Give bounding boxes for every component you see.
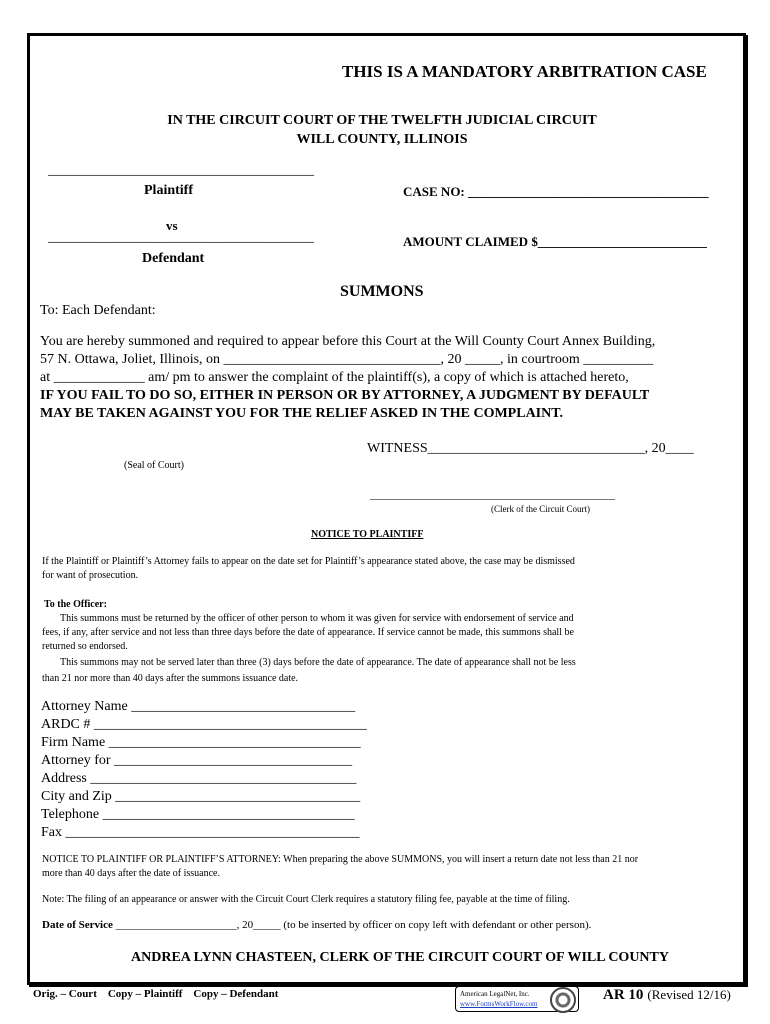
officer-p2-l2: than 21 nor more than 40 days after the summons issuance date. — [42, 673, 299, 684]
notice-text-2: for want of prosecution. — [42, 570, 139, 581]
summons-title: SUMMONS — [340, 283, 424, 300]
defendant-label: Defendant — [142, 251, 205, 266]
date-of-service-label: Date of Service — [42, 919, 113, 931]
telephone-field[interactable]: Telephone ____________________________________ — [41, 807, 355, 822]
default-warning-1: IF YOU FAIL TO DO SO, EITHER IN PERSON OR BY ATTORNEY, A JUDGMENT BY DEFAULT — [40, 388, 650, 403]
officer-p1-l2: fees, if any, after service and not less than three days before the date of appearance. If service cannot be made, this summons shall be — [42, 627, 574, 638]
attorney-notice-2: more than 40 days after the date of issuance. — [42, 868, 220, 879]
officer-p1-l3: returned so endorsed. — [42, 641, 128, 652]
attorney-notice-1: NOTICE TO PLAINTIFF OR PLAINTIFF’S ATTORNEY: When preparing the above SUMMONS, you will insert a return date not less than 21 nor — [42, 854, 639, 865]
officer-p2-l1: This summons may not be served later than three (3) days before the date of appearance. The date of appearance shall not be less — [60, 657, 576, 668]
attorney-name-field[interactable]: Attorney Name ________________________________ — [41, 699, 356, 714]
to-defendant: To: Each Defendant: — [40, 303, 156, 318]
address-field[interactable]: Address ______________________________________ — [41, 771, 357, 786]
summons-line-1: You are hereby summoned and required to appear before this Court at the Will County Court Annex Building, — [40, 334, 656, 349]
form-id-block — [603, 986, 731, 1004]
case-number-field[interactable]: CASE NO: _____________________________________ — [403, 184, 709, 199]
copy-distribution: Orig. – Court Copy – Plaintiff Copy – Defendant — [33, 988, 279, 1000]
date-of-service-field[interactable]: ______________________, 20_____ (to be inserted by officer on copy left with defendant or other person). — [112, 919, 592, 931]
court-heading: IN THE CIRCUIT COURT OF THE TWELFTH JUDICIAL CIRCUIT — [167, 113, 597, 128]
default-warning-2: MAY BE TAKEN AGAINST YOU FOR THE RELIEF ASKED IN THE COMPLAINT. — [40, 406, 564, 421]
vendor-logo-icon — [550, 987, 576, 1013]
summons-line-2: 57 N. Ottawa, Joliet, Illinois, on _______________________________, 20 _____, in courtroom __________ — [40, 352, 654, 367]
plaintiff-blank[interactable]: ______________________________________ — [48, 163, 314, 178]
form-revised: (Revised 12/16) — [647, 987, 731, 1002]
officer-title: To the Officer: — [44, 599, 107, 610]
city-zip-field[interactable]: City and Zip ___________________________________ — [41, 789, 361, 804]
date-of-service-row[interactable] — [42, 919, 591, 931]
attorney-for-field[interactable]: Attorney for __________________________________ — [41, 753, 353, 768]
defendant-blank[interactable]: ______________________________________ — [48, 230, 314, 245]
clerk-caption: (Clerk of the Circuit Court) — [491, 504, 590, 514]
officer-p1-l1: This summons must be returned by the officer of other person to whom it was given for service with endorsement of service and — [60, 613, 574, 624]
vendor-name: American LegalNet, Inc. — [460, 990, 530, 998]
versus-label: vs — [166, 218, 178, 233]
notice-text-1: If the Plaintiff or Plaintiff’s Attorney fails to appear on the date set for Plaintiff’s appearance stated above, the case may be dismissed — [42, 556, 575, 567]
clerk-name: ANDREA LYNN CHASTEEN, CLERK OF THE CIRCUIT COURT OF WILL COUNTY — [131, 950, 669, 965]
form-id: AR 10 — [603, 987, 644, 1003]
vendor-url[interactable]: www.FormsWorkFlow.com — [460, 1000, 538, 1008]
amount-claimed-field[interactable]: AMOUNT CLAIMED $__________________________ — [403, 234, 707, 249]
firm-name-field[interactable]: Firm Name ____________________________________ — [41, 735, 361, 750]
summons-line-3: at _____________ am/ pm to answer the complaint of the plaintiff(s), a copy of which is attached hereto, — [40, 370, 629, 385]
seal-of-court: (Seal of Court) — [124, 460, 184, 471]
notice-to-plaintiff-title: NOTICE TO PLAINTIFF — [311, 529, 424, 540]
ardc-field[interactable]: ARDC # _______________________________________ — [41, 717, 367, 732]
plaintiff-label: Plaintiff — [144, 183, 193, 198]
clerk-signature-line[interactable]: _________________________________________________ — [370, 490, 615, 501]
vendor-box — [455, 986, 579, 1012]
fax-field[interactable]: Fax __________________________________________ — [41, 825, 360, 840]
filing-fee-note: Note: The filing of an appearance or answer with the Circuit Court Clerk requires a statutory filing fee, payable at the time of filing. — [42, 894, 570, 905]
witness-field[interactable]: WITNESS_______________________________, 20____ — [367, 441, 694, 456]
county-heading: WILL COUNTY, ILLINOIS — [296, 132, 468, 147]
arbitration-heading: THIS IS A MANDATORY ARBITRATION CASE — [342, 62, 707, 81]
